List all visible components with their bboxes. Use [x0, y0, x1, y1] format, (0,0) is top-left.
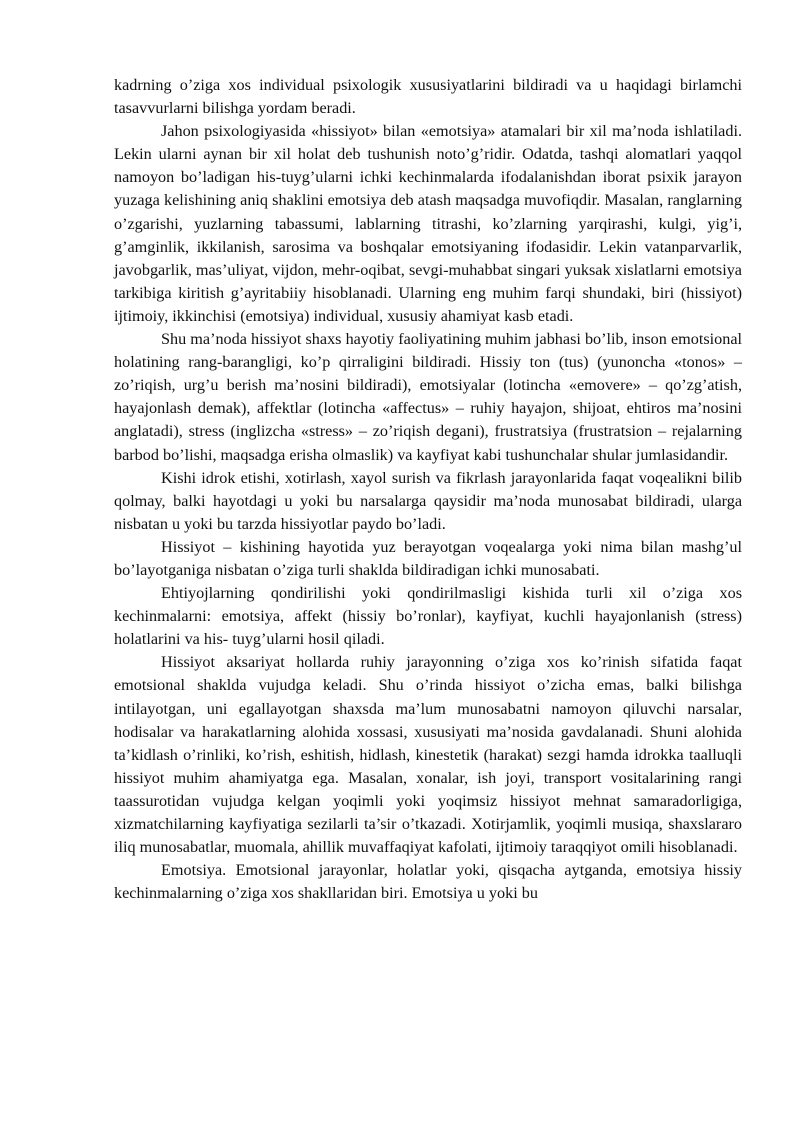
- paragraph-hissiyot-emotsiya-terms: Jahon psixologiyasida «hissiyot» bilan «emotsiya» atamalari bir xil ma’noda ishlatiladi. Lekin ularni aynan bir xil holat deb tushunish noto’g’ridir. Odatda, tashqi alomatlari yaqqol namoyon bo’ladigan his-tuyg’ularni ichki kechinmalarda ifodalanishdan iborat psixik jarayon yuzaga kelishining aniq shaklini emotsiya deb atash maqsadga muvofiqdir. Masalan, ranglarning o’zgarishi, yuzlarning tabassumi, lablarning titrashi, ko’zlarning yarqirashi, kulgi, yig’i, g’amginlik, ikkilanish, sarosima va boshqalar emotsiyaning ifodasidir. Lekin vatanparvarlik, javobgarlik, mas’uliyat, vijdon, mehr-oqibat, sevgi-muhabbat singari yuksak xislatlarni emotsiya tarkibiga kiritish g’ayritabiiy hisoblanadi. Ularning eng muhim farqi shundaki, biri (hissiyot) ijtimoiy, ikkinchisi (emotsiya) individual, xususiy ahamiyat kasb etadi.: [114, 122, 742, 325]
- paragraph-emotional-form: Hissiyot aksariyat hollarda ruhiy jarayonning o’ziga xos ko’rinish sifatida faqat emotsional shaklda vujudga keladi. Shu o’rinda hissiyot o’zicha emas, balki bilishga intilayotgan, uni egallayotgan shaxsda ma’lum munosabatni namoyon qiluvchi narsalar, hodisalar va harakatlarning alohida xossasi, xususiyati ma’nosida gavdalanadi. Shuni alohida ta’kidlash o’rinliki, ko’rish, eshitish, hidlash, kinestetik (harakat) sezgi hamda idrokka taalluqli hissiyot muhim ahamiyatga ega. Masalan, xonalar, ish joyi, transport vositalarining rangi taassurotidan vujudga kelgan yoqimli yoki yoqimsiz hissiyot mehnat samaradorligiga, xizmatchilarning kayfiyatiga sezilarli ta’sir o’tkazadi. Xotirjamlik, yoqimli musiqa, shaxslararo iliq munosabatlar, muomala, ahillik muvaffaqiyat kafolati, ijtimoiy taraqqiyot omili hisoblanadi.: [114, 653, 742, 857]
- paragraph-emotional-states: Shu ma’noda hissiyot shaxs hayotiy faoliyatining muhim jabhasi bo’lib, inson emotsional holatining rang-barangligi, ko’p qirraligini bildiradi. Hissiy ton (tus) (yunoncha «tonos» – zo’riqish, urg’u berish ma’nosini bildiradi), emotsiyalar (lotincha «emovere» – qo’zg’atish, hayajonlash demak), affektlar (lotincha «affectus» – ruhiy hayajon, shijoat, ehtiros ma’nosini anglatadi), stress (inglizcha «stress» – zo’riqish degani), frustratsiya (frustratsion – rejalarning barbod bo’lishi, maqsadga erisha olmaslik) va kayfiyat kabi tushunchalar shular jumlasidandir.: [114, 330, 742, 464]
- document-page: [114, 74, 742, 905]
- paragraph-hissiyot-definition: Hissiyot – kishining hayotida yuz berayotgan voqealarga yoki nima bilan mashg’ul bo’layotganiga nisbatan o’ziga turli shaklda bildiradigan ichki munosabati.: [114, 537, 742, 579]
- paragraph-emotsiya-intro: Emotsiya. Emotsional jarayonlar, holatlar yoki, qisqacha aytganda, emotsiya hissiy kechinmalarning o’ziga xos shakllaridan biri. Emotsiya u yoki bu: [114, 861, 742, 903]
- paragraph-needs-satisfaction: Ehtiyojlarning qondirilishi yoki qondirilmasligi kishida turli xil o’ziga xos kechinmalarni: emotsiya, affekt (hissiy bo’ronlar), kayfiyat, kuchli hayajonlanish (stress) holatlarini va his- tuyg’ularni hosil qiladi.: [114, 584, 742, 649]
- paragraph-continuation: kadrning o’ziga xos individual psixologik xususiyatlarini bildiradi va u haqidagi birlamchi tasavvurlarni bilishga yordam beradi.: [114, 76, 742, 118]
- paragraph-perception-attitude: Kishi idrok etishi, xotirlash, xayol surish va fikrlash jarayonlarida faqat voqealikni bilib qolmay, balki hayotdagi u yoki bu narsalarga qaysidir ma’noda munosabat bildiradi, ularga nisbatan u yoki bu tarzda hissiyotlar paydo bo’ladi.: [114, 468, 742, 533]
